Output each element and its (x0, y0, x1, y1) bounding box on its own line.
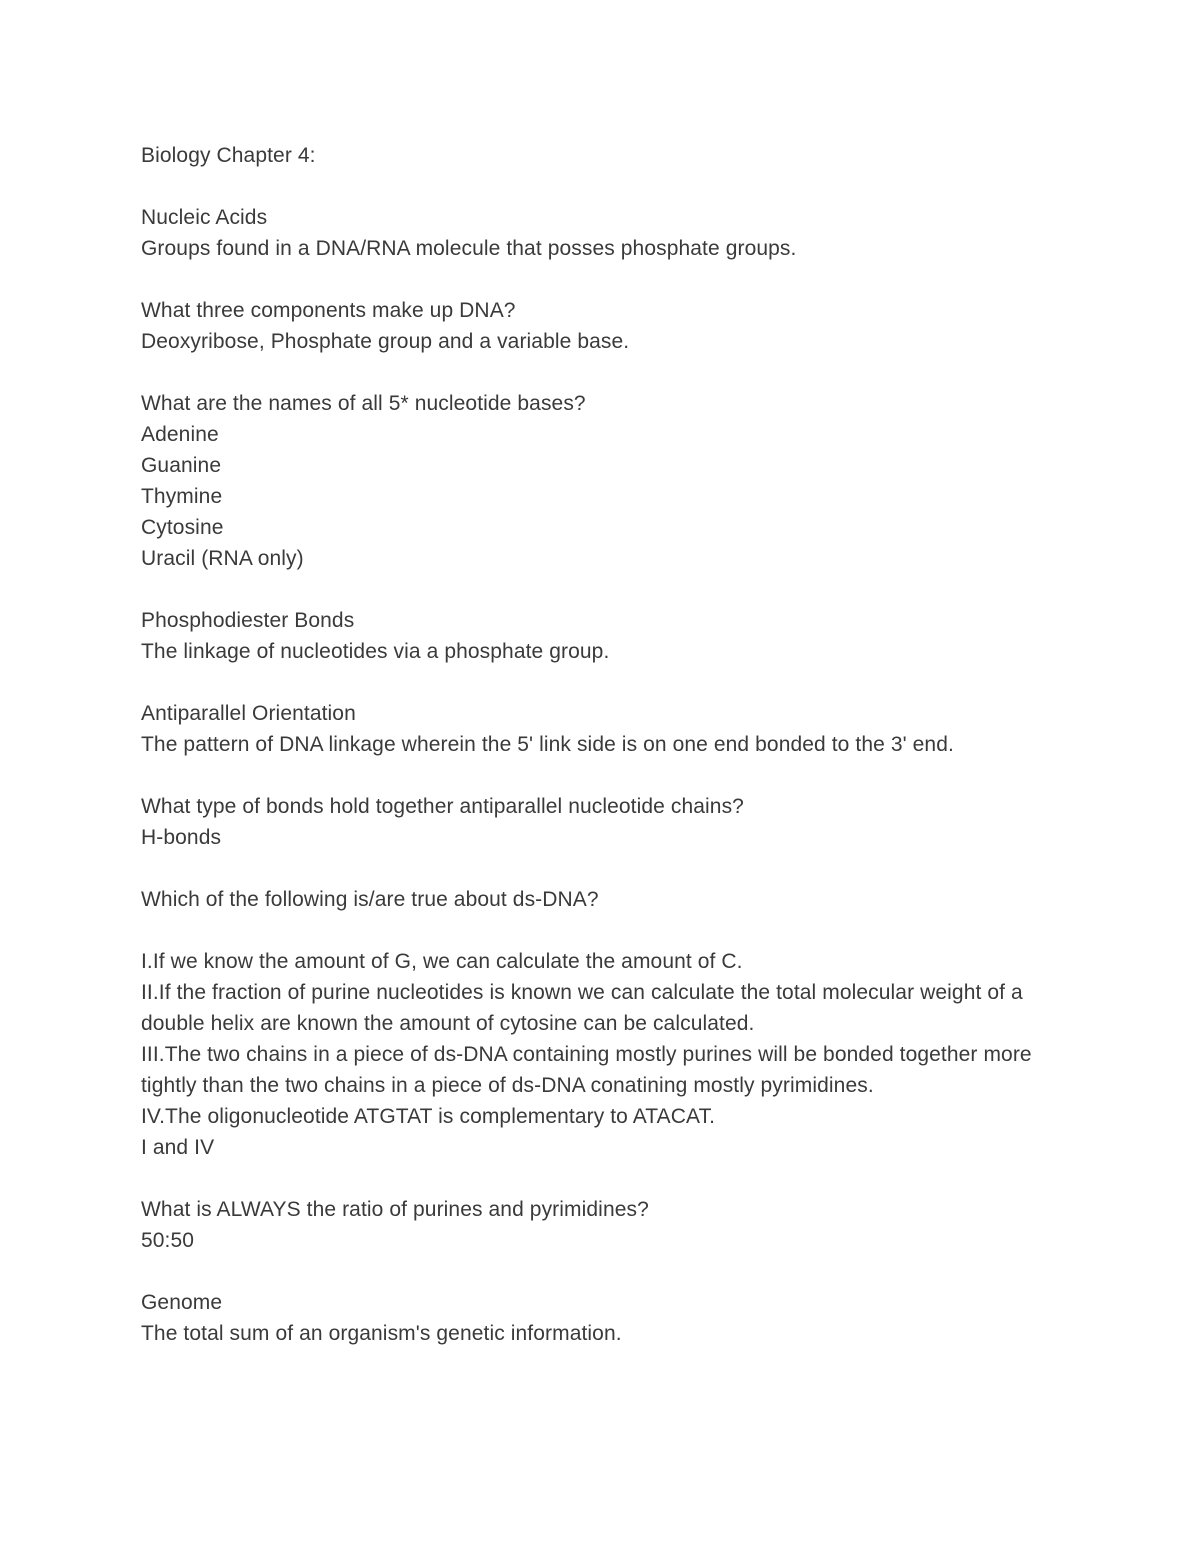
answer-base-cytosine: Cytosine (141, 516, 224, 539)
question-purine-ratio: What is ALWAYS the ratio of purines and pyrimidines? (141, 1198, 649, 1221)
question-ds-dna: Which of the following is/are true about ds-DNA? (141, 888, 599, 911)
question-dna-components: What three components make up DNA? (141, 299, 516, 322)
answer-base-adenine: Adenine (141, 423, 219, 446)
term-nucleic-acids: Nucleic Acids (141, 206, 268, 229)
spacer (141, 1256, 1061, 1287)
answer-base-uracil: Uracil (RNA only) (141, 547, 304, 570)
question-nucleotide-bases: What are the names of all 5* nucleotide bases? (141, 392, 586, 415)
spacer (141, 667, 1061, 698)
term-genome: Genome (141, 1291, 223, 1314)
statement-3: III.The two chains in a piece of ds-DNA containing mostly purines will be bonded together more tightly than the two chains in a piece of ds-DNA conatining mostly pyrimidines. (141, 1043, 1038, 1097)
answer-purine-ratio: 50:50 (141, 1229, 195, 1252)
document-body (141, 140, 1061, 1349)
spacer (141, 915, 1061, 946)
answer-base-guanine: Guanine (141, 454, 222, 477)
answer-base-thymine: Thymine (141, 485, 223, 508)
statement-2: II.If the fraction of purine nucleotides is known we can calculate the total molecular weight of a double helix are known the amount of cytosine can be calculated. (141, 981, 1029, 1035)
definition-nucleic-acids: Groups found in a DNA/RNA molecule that posses phosphate groups. (141, 237, 797, 260)
definition-genome: The total sum of an organism's genetic information. (141, 1322, 622, 1345)
spacer (141, 264, 1061, 295)
term-phosphodiester-bonds: Phosphodiester Bonds (141, 609, 355, 632)
spacer (141, 853, 1061, 884)
answer-bond-type: H-bonds (141, 826, 222, 849)
spacer (141, 574, 1061, 605)
definition-antiparallel-orientation: The pattern of DNA linkage wherein the 5' link side is on one end bonded to the 3' end. (141, 733, 954, 756)
answer-dna-components: Deoxyribose, Phosphate group and a variable base. (141, 330, 630, 353)
spacer (141, 1163, 1061, 1194)
spacer (141, 357, 1061, 388)
statement-1: I.If we know the amount of G, we can calculate the amount of C. (141, 950, 743, 973)
statement-4: IV.The oligonucleotide ATGTAT is complementary to ATACAT. (141, 1105, 716, 1128)
term-antiparallel-orientation: Antiparallel Orientation (141, 702, 356, 725)
document-title: Biology Chapter 4: (141, 144, 316, 167)
question-bond-type: What type of bonds hold together antiparallel nucleotide chains? (141, 795, 744, 818)
spacer (141, 760, 1061, 791)
answer-ds-dna: I and IV (141, 1136, 215, 1159)
spacer (141, 171, 1061, 202)
definition-phosphodiester-bonds: The linkage of nucleotides via a phosphate group. (141, 640, 610, 663)
